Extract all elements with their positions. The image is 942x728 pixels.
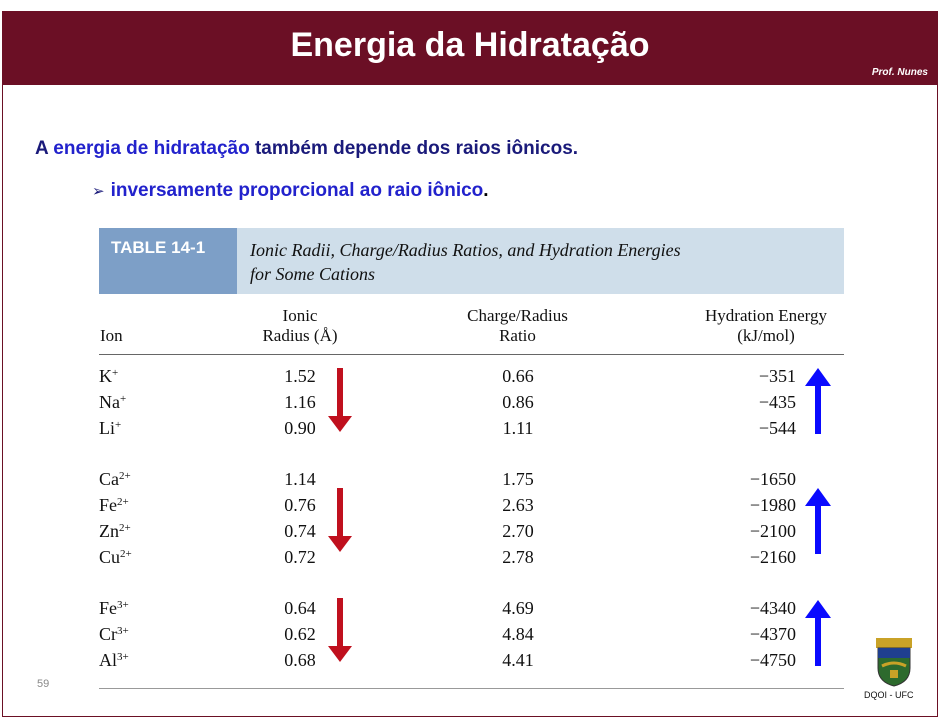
col-header-energy	[680, 306, 852, 346]
ratio-cell: 4.69	[502, 598, 534, 618]
col-header-radius-2: Radius (Å)	[262, 326, 338, 345]
intro-prefix: A	[35, 138, 54, 159]
ion-symbol: K	[99, 366, 112, 386]
bullet-label: inversamente proporcional ao raio iônico	[110, 180, 484, 201]
footer-rule	[99, 688, 844, 689]
ion-cell	[99, 547, 132, 567]
col-header-energy-1: Hydration Energy	[705, 306, 827, 325]
ion-cell	[99, 624, 129, 644]
arrow-bullet-icon: ➢	[92, 182, 105, 200]
ion-symbol: Cu	[99, 547, 121, 567]
ion-charge: 2+	[117, 496, 129, 508]
slide-frame	[2, 11, 938, 717]
energy-cell: −1980	[749, 495, 796, 515]
down-arrow-icon	[328, 488, 352, 552]
ion-symbol: Fe	[99, 598, 117, 618]
ion-charge: 2+	[119, 470, 131, 482]
ratio-cell: 0.66	[502, 366, 534, 386]
ratio-cell: 4.41	[502, 650, 534, 670]
up-arrow-icon	[805, 368, 831, 434]
slide-number: 59	[37, 678, 50, 690]
ratio-cell: 0.86	[502, 392, 534, 412]
ratio-cell: 2.63	[502, 495, 534, 515]
department-label: DQOI - UFC	[864, 690, 914, 700]
ion-symbol: Fe	[99, 495, 117, 515]
ion-charge: +	[112, 367, 119, 379]
col-header-ratio-1: Charge/Radius	[467, 306, 568, 325]
caption-line-1: Ionic Radii, Charge/Radius Ratios, and Hydration Energies	[250, 240, 681, 260]
ratio-cell: 1.11	[502, 418, 534, 438]
table-label-text: TABLE 14-1	[111, 238, 206, 257]
ion-charge: +	[120, 393, 127, 405]
bullet-text	[92, 180, 489, 202]
ion-charge: 3+	[117, 599, 129, 611]
down-arrow-icon	[328, 598, 352, 662]
radius-cell: 0.62	[284, 624, 316, 644]
energy-cell: −4340	[749, 598, 796, 618]
radius-cell: 1.14	[284, 469, 316, 489]
radius-cell: 0.64	[284, 598, 316, 618]
ion-charge: 2+	[120, 548, 132, 560]
ion-charge: 3+	[117, 651, 129, 663]
radius-cell: 0.76	[284, 495, 316, 515]
ion-cell	[99, 392, 126, 412]
col-header-radius	[230, 306, 370, 346]
university-crest-icon	[874, 636, 914, 688]
ion-cell	[99, 469, 131, 489]
energy-cell: −4750	[749, 650, 796, 670]
radius-cell: 0.72	[284, 547, 316, 567]
ratio-cell: 4.84	[502, 624, 534, 644]
slide-header	[2, 11, 938, 85]
intro-highlight: energia de hidratação	[53, 138, 250, 159]
ion-symbol: Na	[99, 392, 120, 412]
radius-cell: 1.16	[284, 392, 316, 412]
ion-charge: +	[115, 419, 122, 431]
intro-text	[35, 138, 578, 160]
energy-cell: −2160	[749, 547, 796, 567]
intro-suffix: também depende dos raios iônicos.	[249, 138, 579, 159]
up-arrow-icon	[805, 488, 831, 554]
col-header-energy-2: (kJ/mol)	[737, 326, 795, 345]
ratio-cell: 2.70	[502, 521, 534, 541]
ion-symbol: Zn	[99, 521, 119, 541]
energy-cell: −4370	[749, 624, 796, 644]
col-header-ratio-2: Ratio	[499, 326, 536, 345]
col-header-radius-1: Ionic	[282, 306, 318, 325]
radius-cell: 0.74	[284, 521, 316, 541]
energy-cell: −1650	[749, 469, 796, 489]
ion-cell	[99, 521, 131, 541]
up-arrow-icon	[805, 600, 831, 666]
radius-cell: 0.90	[284, 418, 316, 438]
ratio-cell: 2.78	[502, 547, 534, 567]
radius-cell: 0.68	[284, 650, 316, 670]
ion-cell	[99, 418, 121, 438]
energy-cell: −351	[758, 366, 796, 386]
ion-symbol: Al	[99, 650, 117, 670]
author-label: Prof. Nunes	[871, 67, 928, 78]
down-arrow-icon	[328, 368, 352, 432]
energy-cell: −435	[758, 392, 796, 412]
ion-cell	[99, 650, 129, 670]
energy-cell: −544	[758, 418, 796, 438]
ion-symbol: Ca	[99, 469, 119, 489]
col-header-ion: Ion	[100, 326, 123, 345]
table-header-rule	[99, 354, 844, 355]
ion-charge: 2+	[119, 522, 131, 534]
ion-cell	[99, 598, 129, 618]
ion-cell	[99, 495, 129, 515]
table-header-band	[99, 228, 844, 294]
ion-cell	[99, 366, 118, 386]
ion-symbol: Cr	[99, 624, 117, 644]
energy-cell: −2100	[749, 521, 796, 541]
table-label	[99, 228, 237, 294]
col-header-ratio	[430, 306, 605, 346]
ratio-cell: 1.75	[502, 469, 534, 489]
ion-charge: 3+	[117, 625, 129, 637]
slide-title: Energia da Hidratação	[290, 26, 650, 64]
table-caption	[250, 238, 840, 286]
radius-cell: 1.52	[284, 366, 316, 386]
caption-line-2: for Some Cations	[250, 264, 376, 284]
bullet-end: .	[483, 180, 489, 201]
ion-symbol: Li	[99, 418, 115, 438]
